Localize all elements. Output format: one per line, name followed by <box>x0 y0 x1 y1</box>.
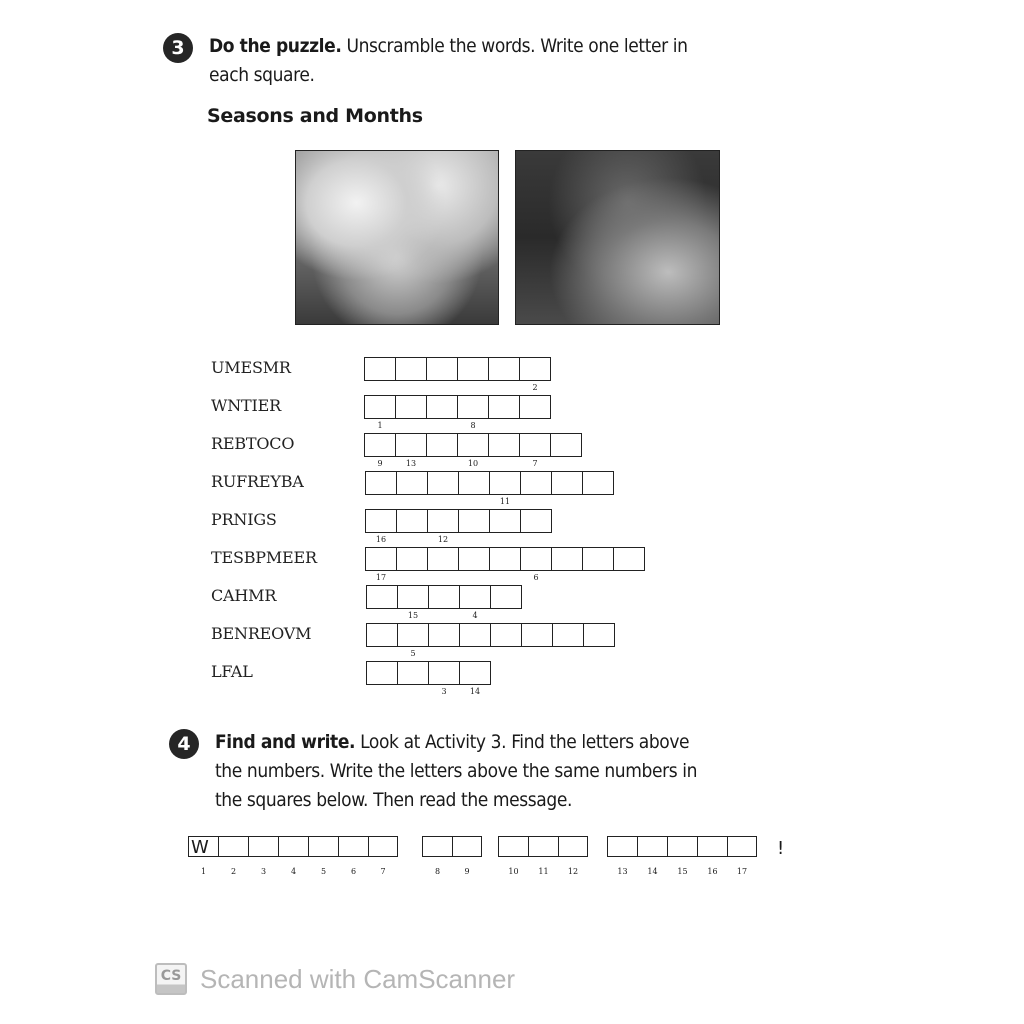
activity-4-instruction-text: Look at Activity 3. Find the letters above <box>355 731 690 753</box>
message-number: 12 <box>567 867 579 876</box>
letter-square[interactable] <box>489 509 520 533</box>
message-square[interactable] <box>637 836 667 876</box>
letter-square[interactable] <box>396 547 427 571</box>
letter-square[interactable] <box>458 547 489 571</box>
letter-square[interactable] <box>551 471 582 495</box>
letter-square[interactable] <box>395 357 426 381</box>
clue-number: 13 <box>405 459 417 468</box>
letter-square[interactable] <box>488 433 519 457</box>
scrambled-word: LFAL <box>211 662 253 681</box>
scrambled-word: CAHMR <box>211 586 277 605</box>
activity-4-instruction-line2: the numbers. Write the letters above the same numbers in <box>215 760 698 782</box>
message-number: 9 <box>464 867 470 876</box>
letter-square[interactable] <box>365 471 396 495</box>
message-number: 15 <box>677 867 688 876</box>
letter-square[interactable] <box>550 433 582 457</box>
letter-square[interactable] <box>366 623 397 647</box>
message-word-group <box>188 836 398 876</box>
answer-row <box>364 433 582 468</box>
activity-3-instruction-text: Unscramble the words. Write one letter in <box>341 35 688 57</box>
message-square[interactable] <box>697 836 727 876</box>
section-title: Seasons and Months <box>207 105 423 127</box>
letter-square[interactable] <box>428 585 459 609</box>
letter-square[interactable] <box>365 509 396 544</box>
letter-square[interactable] <box>488 357 519 381</box>
message-square[interactable] <box>338 836 368 876</box>
letter-square[interactable] <box>490 585 522 609</box>
clue-number: 17 <box>375 573 387 582</box>
clue-number: 16 <box>375 535 387 544</box>
message-square[interactable] <box>607 836 637 876</box>
camscanner-watermark: Scanned with CamScanner <box>200 964 516 994</box>
message-square[interactable] <box>727 836 757 876</box>
answer-row <box>364 357 551 392</box>
letter-square[interactable] <box>396 471 427 495</box>
message-square[interactable] <box>528 836 558 876</box>
letter-square[interactable] <box>458 509 489 533</box>
message-number: 17 <box>736 867 748 876</box>
letter-square[interactable] <box>490 623 521 647</box>
letter-square[interactable] <box>426 433 457 457</box>
letter-square[interactable] <box>520 547 551 582</box>
message-square[interactable] <box>452 836 482 876</box>
scrambled-word: PRNIGS <box>211 510 277 529</box>
letter-square[interactable] <box>457 433 488 468</box>
message-number: 14 <box>647 867 658 876</box>
clue-number: 7 <box>532 459 538 468</box>
message-number: 7 <box>380 867 386 876</box>
answer-row <box>366 661 491 696</box>
letter-square[interactable] <box>459 585 490 620</box>
letter-square[interactable] <box>364 357 395 381</box>
message-number: 11 <box>538 867 549 876</box>
message-number: 13 <box>617 867 628 876</box>
answer-row <box>366 623 615 658</box>
answer-row <box>365 509 552 544</box>
clue-number: 10 <box>467 459 479 468</box>
clue-number: 4 <box>472 611 478 620</box>
scrambled-word: REBTOCO <box>211 434 295 453</box>
message-square[interactable] <box>498 836 528 876</box>
message-square[interactable] <box>218 836 248 876</box>
message-letter: W <box>191 837 209 858</box>
letter-square[interactable] <box>395 395 426 419</box>
clue-number: 9 <box>377 459 383 468</box>
clue-number: 1 <box>377 421 383 430</box>
message-number: 10 <box>508 867 519 876</box>
letter-square[interactable] <box>489 471 520 506</box>
letter-square[interactable] <box>552 623 583 647</box>
clue-number: 6 <box>533 573 539 582</box>
letter-square[interactable] <box>458 471 489 495</box>
letter-square[interactable] <box>427 509 458 544</box>
activity-3-instruction-line2: each square. <box>209 64 315 86</box>
clue-number: 11 <box>499 497 511 506</box>
letter-square[interactable] <box>427 547 458 571</box>
message-number: 16 <box>707 867 718 876</box>
message-square[interactable] <box>667 836 697 876</box>
activity-4-instruction-line3: the squares below. Then read the message. <box>215 789 572 811</box>
scrambled-word: WNTIER <box>211 396 281 415</box>
clue-number: 15 <box>407 611 419 620</box>
message-number: 8 <box>434 867 441 876</box>
scrambled-word: TESBPMEER <box>211 548 317 567</box>
letter-square[interactable] <box>519 433 550 468</box>
letter-square[interactable] <box>426 357 457 381</box>
cherry-blossom-photo <box>295 150 499 325</box>
letter-square[interactable] <box>366 585 397 609</box>
clue-number: 2 <box>532 383 538 392</box>
letter-square[interactable] <box>521 623 552 647</box>
message-square[interactable] <box>308 836 338 876</box>
clue-number: 12 <box>437 535 449 544</box>
activity-4-title: Find and write. <box>215 731 356 753</box>
letter-square[interactable] <box>488 395 519 419</box>
letter-square[interactable] <box>364 433 395 468</box>
letter-square[interactable] <box>397 623 428 658</box>
answer-row <box>365 547 645 582</box>
clue-number: 5 <box>410 649 416 658</box>
message-square[interactable] <box>558 836 588 876</box>
scrambled-word: UMESMR <box>211 358 291 377</box>
letter-square[interactable] <box>459 661 491 696</box>
answer-row <box>366 585 522 620</box>
letter-square[interactable] <box>364 395 395 430</box>
activity-4-number-badge: 4 <box>169 729 199 759</box>
message-number: 5 <box>320 867 327 876</box>
scrambled-word: RUFREYBA <box>211 472 304 491</box>
exclamation-mark: ! <box>777 838 785 859</box>
message-word-group <box>422 836 482 876</box>
letter-square[interactable] <box>428 623 459 647</box>
letter-square[interactable] <box>457 357 488 381</box>
scrambled-word: BENREOVM <box>211 624 312 643</box>
activity-3-number-badge: 3 <box>163 33 193 63</box>
activity-4-instruction <box>215 728 795 815</box>
letter-square[interactable] <box>395 433 426 468</box>
letter-square[interactable] <box>582 471 614 495</box>
message-number: 6 <box>350 867 357 876</box>
letter-square[interactable] <box>519 357 551 392</box>
answer-row <box>364 395 551 430</box>
message-square[interactable] <box>278 836 308 876</box>
letter-square[interactable] <box>551 547 582 571</box>
message-square[interactable] <box>368 836 398 876</box>
message-word-group <box>607 836 757 876</box>
park-photo <box>515 150 720 325</box>
letter-square[interactable] <box>459 623 490 647</box>
letter-square[interactable] <box>426 395 457 419</box>
clue-number: 8 <box>470 421 476 430</box>
letter-square[interactable] <box>396 509 427 533</box>
letter-square[interactable] <box>365 547 396 582</box>
activity-3-instruction <box>209 32 769 90</box>
activity-3-title: Do the puzzle. <box>209 35 342 57</box>
letter-square[interactable] <box>397 661 428 685</box>
letter-square[interactable] <box>397 585 428 620</box>
letter-square[interactable] <box>519 395 551 419</box>
letter-square[interactable] <box>520 509 552 533</box>
letter-square[interactable] <box>366 661 397 685</box>
letter-square[interactable] <box>613 547 645 571</box>
letter-square[interactable] <box>427 471 458 495</box>
message-square[interactable] <box>248 836 278 876</box>
letter-square[interactable] <box>457 395 488 430</box>
letter-square[interactable] <box>428 661 459 696</box>
answer-row <box>365 471 614 506</box>
message-number: 1 <box>200 867 207 876</box>
letter-square[interactable] <box>583 623 615 647</box>
clue-number: 14 <box>469 687 481 696</box>
message-square[interactable] <box>422 836 452 876</box>
letter-square[interactable] <box>582 547 613 571</box>
message-number: 4 <box>290 867 297 876</box>
letter-square[interactable] <box>489 547 520 571</box>
message-number: 3 <box>260 867 267 876</box>
message-number: 2 <box>230 867 237 876</box>
camscanner-logo-icon: CS <box>155 963 187 995</box>
letter-square[interactable] <box>520 471 551 495</box>
clue-number: 3 <box>441 687 447 696</box>
message-square[interactable] <box>188 836 218 876</box>
message-word-group <box>498 836 588 876</box>
